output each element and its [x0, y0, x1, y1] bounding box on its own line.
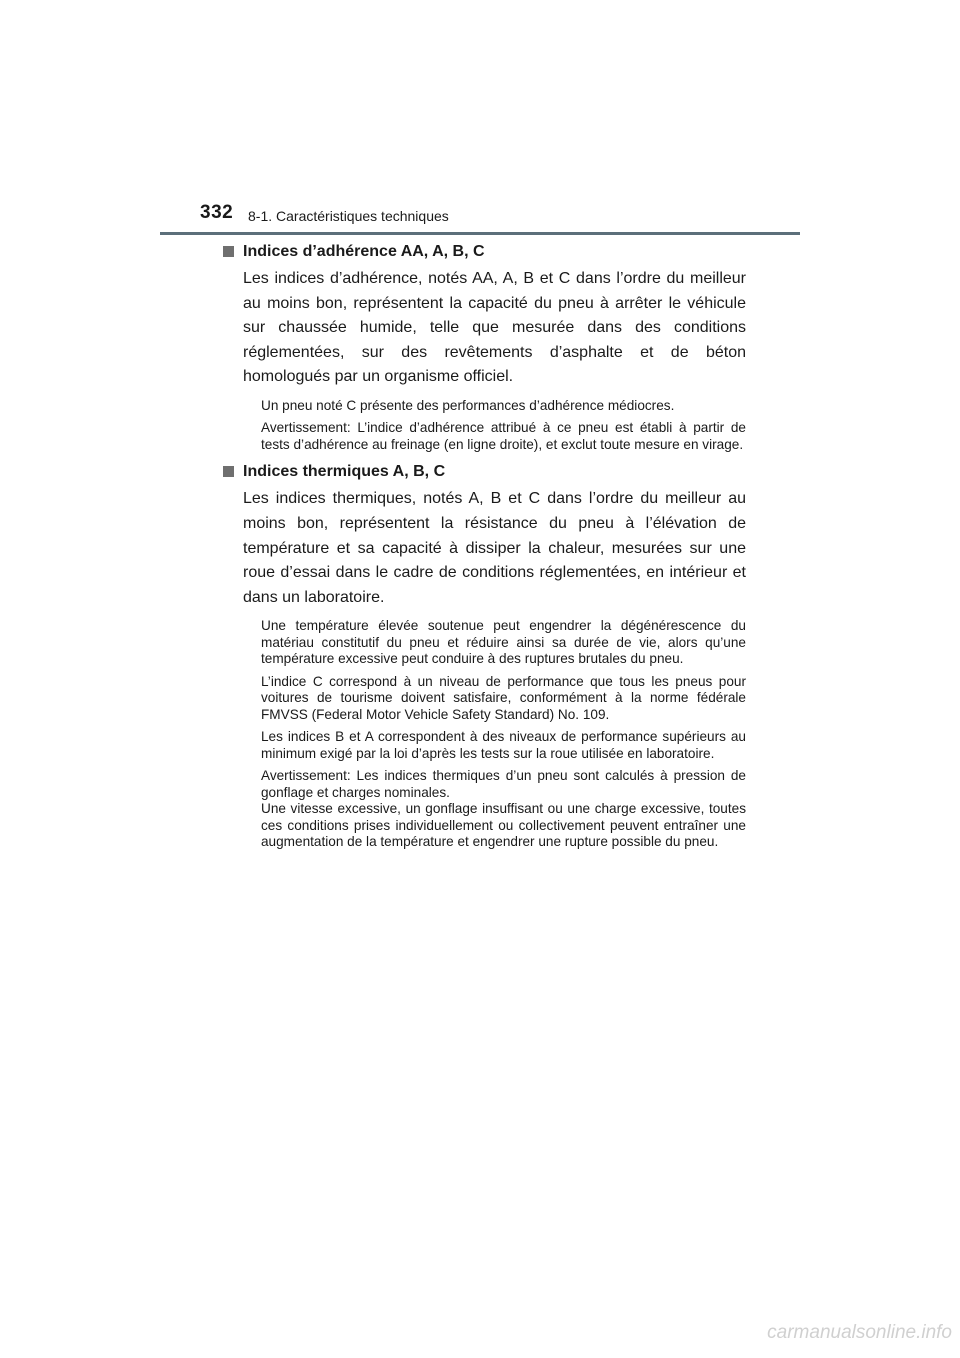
note: Un pneu noté C présente des performances d’adhérence médiocres.: [261, 397, 675, 413]
section-heading: [222, 461, 746, 483]
note: Une température élevée soutenue peut engendrer la dégénérescence du matériau constitutif du pneu et réduire ainsi sa durée de vie, alors qu’une température excessive peut conduire à des ruptures brutales du pneu.: [261, 618, 746, 667]
note: L’indice C correspond à un niveau de performance que tous les pneus pour voitures de tourisme doivent satisfaire, conformément à la norme fédérale FMVSS (Federal Motor Vehicle Safety Standard) No. 109.: [261, 673, 746, 722]
paragraph: Les indices d’adhérence, notés AA, A, B et C dans l’ordre du meilleur au moins bon, représentent la capacité du pneu à arrêter le véhicule sur chaussée humide, telle que mesurée dans des conditions réglementées, sur des revêtements d’asphalte et de béton homologués par un organisme officiel.: [243, 270, 746, 386]
heading-text: Indices d’adhérence AA, A, B, C: [243, 243, 485, 260]
note: Avertissement: Les indices thermiques d’un pneu sont calculés à pression de gonflage et charges nominales.: [261, 768, 746, 800]
page-content: [222, 241, 746, 851]
paragraph: Les indices thermiques, notés A, B et C dans l’ordre du meilleur au moins bon, représentent la résistance du pneu à l’élévation de température et sa capacité à dissiper la chaleur, mesurées sur une roue d’essai dans le cadre de conditions réglementées, en intérieur et dans un laboratoire.: [243, 490, 746, 606]
note: Une vitesse excessive, un gonflage insuffisant ou une charge excessive, toutes ces conditions prises individuellement ou collectivement peuvent entraîner une augmentation de la température et engendrer une rupture possible du pneu.: [261, 801, 746, 850]
square-bullet-icon: [223, 246, 234, 257]
section-thermal: [222, 461, 746, 850]
square-bullet-icon: [223, 466, 234, 477]
section-heading: [222, 241, 746, 263]
note: Les indices B et A correspondent à des niveaux de performance supérieurs au minimum exigé par la loi d’après les tests sur la roue utilisée en laboratoire.: [261, 729, 746, 761]
heading-text: Indices thermiques A, B, C: [243, 463, 446, 481]
site-watermark: carmanualsonline.info: [767, 1322, 952, 1343]
page-number: 332: [200, 202, 234, 223]
header-rule: [160, 232, 800, 235]
note: Avertissement: L’indice d’adhérence attribué à ce pneu est établi à partir de tests d’adhérence au freinage (en ligne droite), et exclut toute mesure en virage.: [261, 420, 746, 452]
section-title: 8-1. Caractéristiques techniques: [248, 208, 449, 224]
section-adherence: [222, 241, 746, 453]
